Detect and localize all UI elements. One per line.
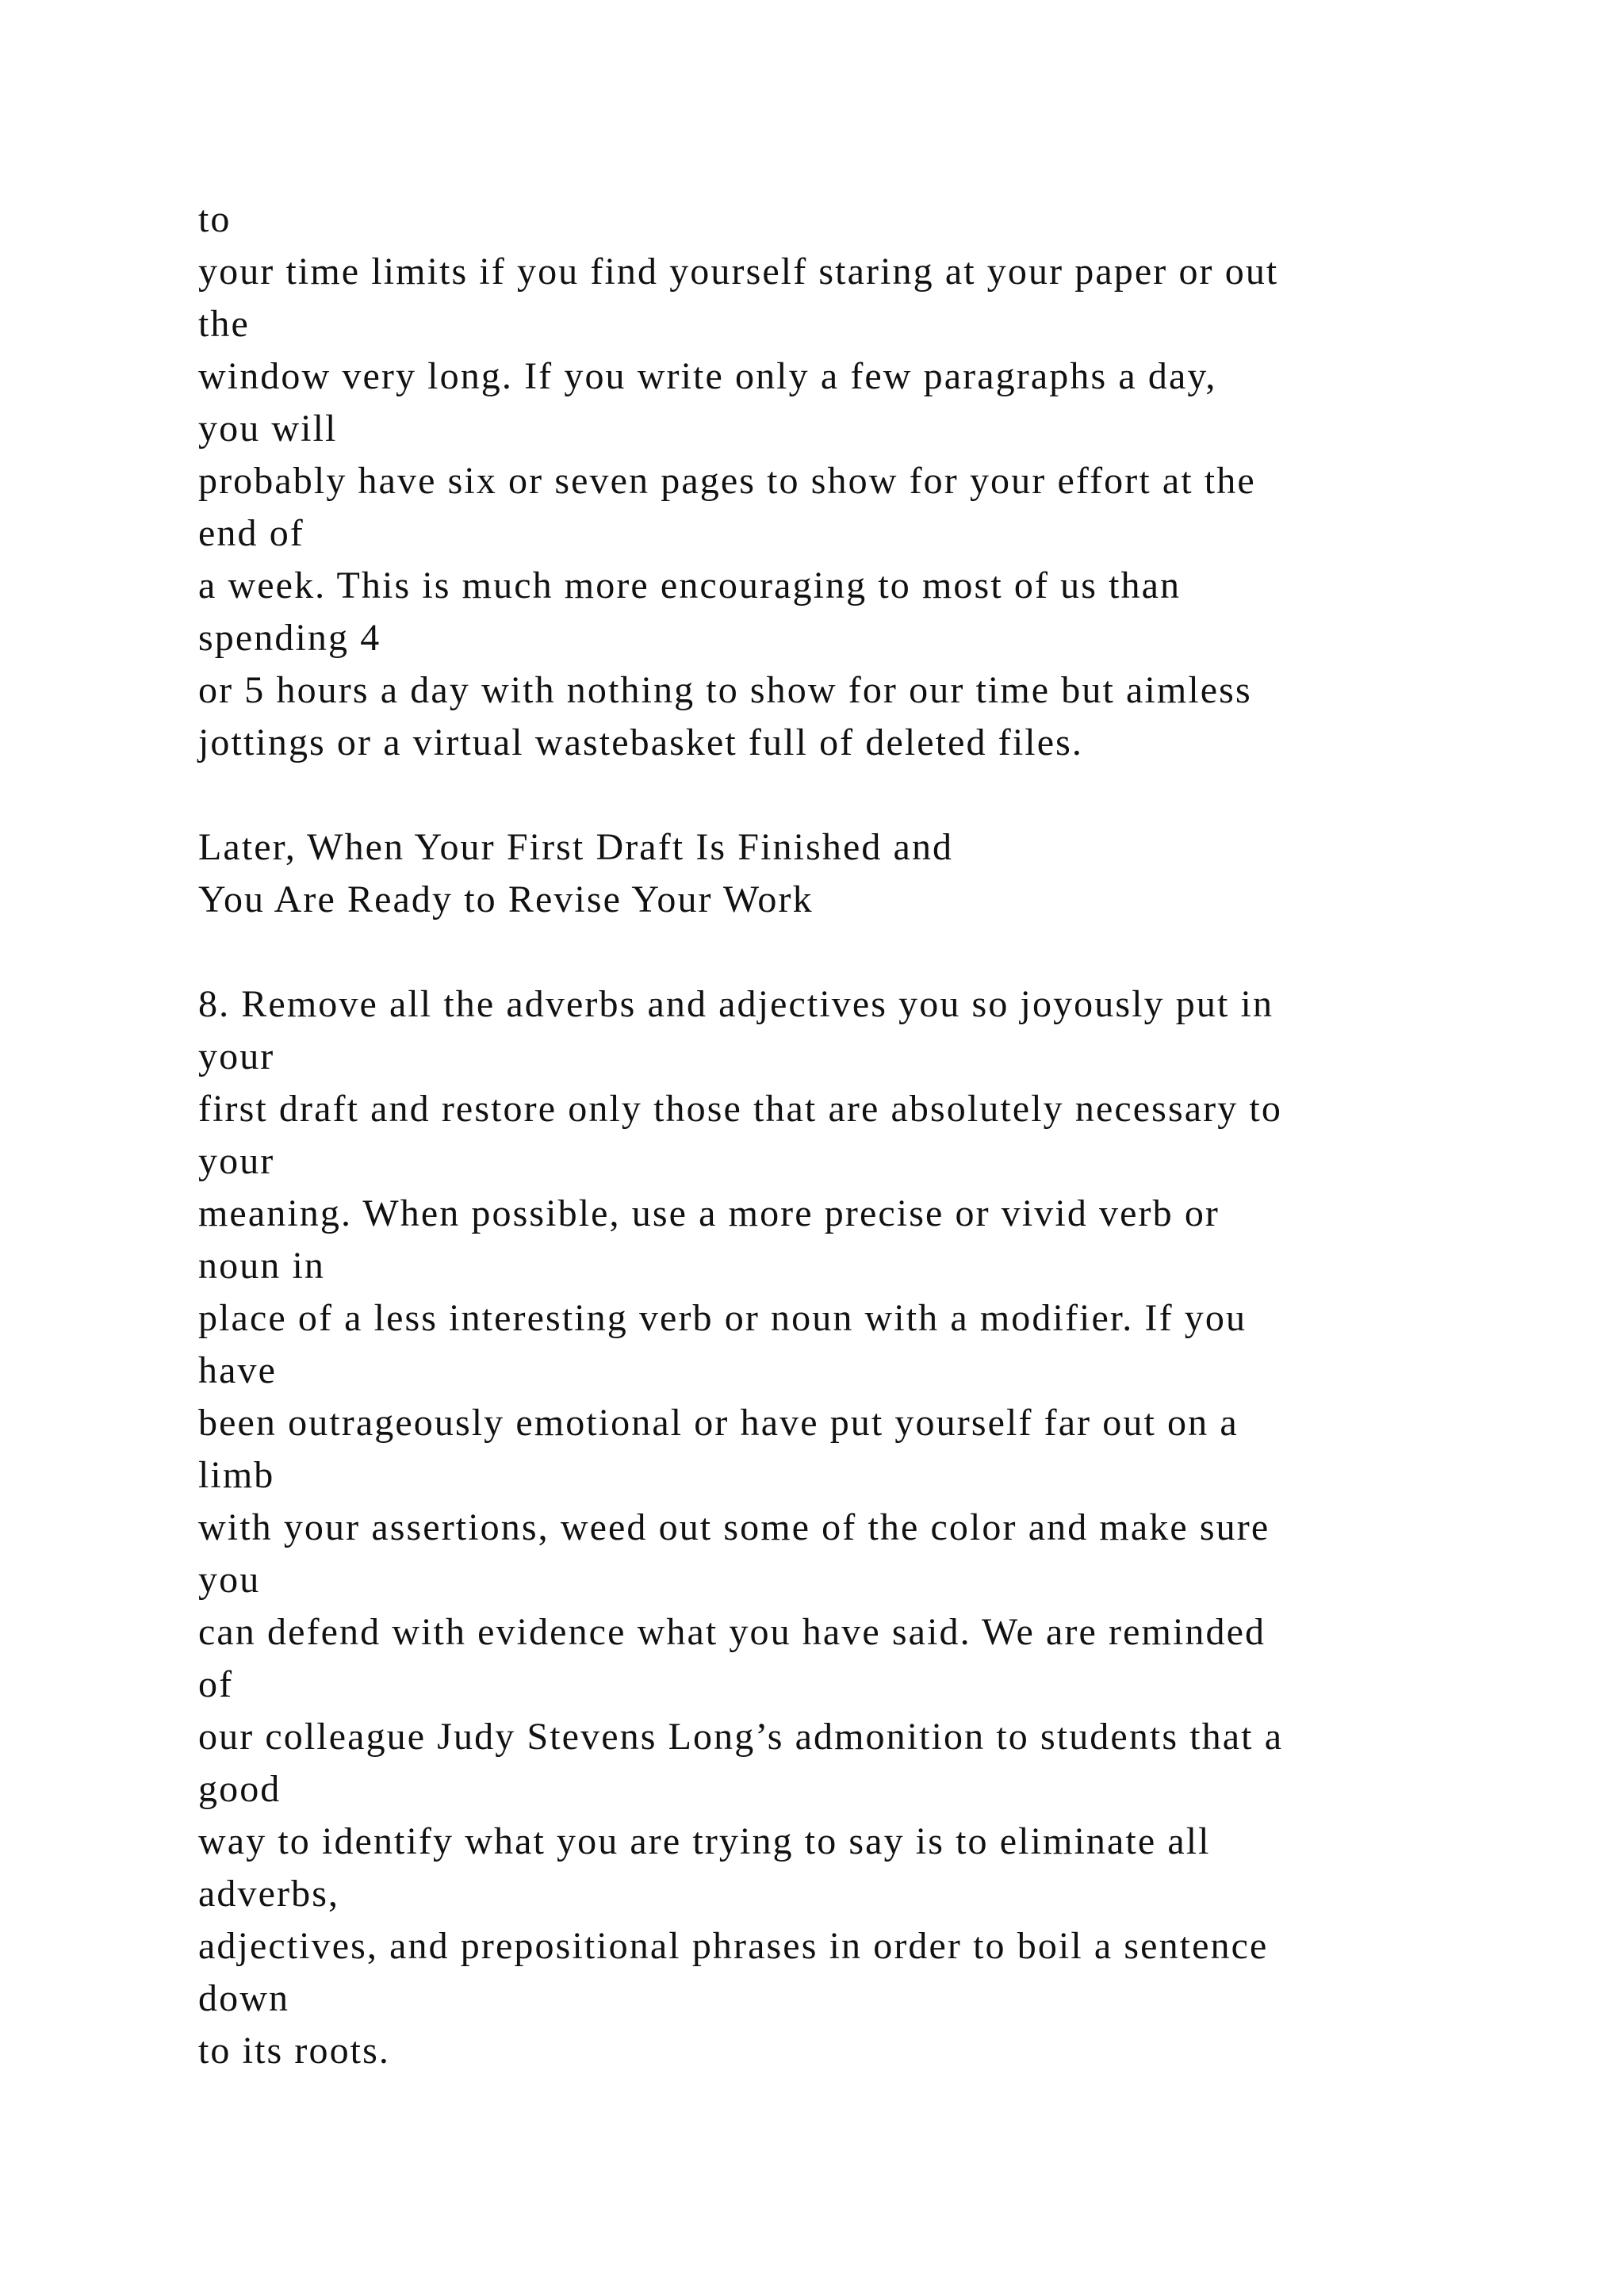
text-line: adjectives, and prepositional phrases in order to boil a sentence [198,1925,1269,1967]
blank-line [198,926,1546,978]
text-line: noun in [198,1245,326,1287]
text-line: a week. This is much more encouraging to most of us than [198,564,1182,607]
text-line: your [198,1035,275,1077]
text-line: the [198,303,250,345]
text-line: your time limits if you find yourself staring at your paper or out [198,251,1279,293]
text-line: place of a less interesting verb or noun with a modifier. If you [198,1297,1247,1339]
text-line: to [198,198,232,240]
text-line: you will [198,408,338,450]
text-line: way to identify what you are trying to say is to eliminate all [198,1820,1211,1862]
text-line: can defend with evidence what you have said. We are reminded [198,1611,1266,1653]
blank-line [198,769,1546,821]
text-line: first draft and restore only those that are absolutely necessary to [198,1088,1282,1130]
text-line: or 5 hours a day with nothing to show for our time but aimless [198,669,1252,711]
text-line: been outrageously emotional or have put yourself far out on a [198,1402,1239,1444]
text-line: meaning. When possible, use a more precise or vivid verb or [198,1192,1220,1234]
text-line: of [198,1663,234,1705]
section-heading-line: You Are Ready to Revise Your Work [198,878,814,920]
text-line: you [198,1559,261,1601]
text-line: end of [198,512,304,554]
text-line: with your assertions, weed out some of the color and make sure [198,1506,1270,1548]
text-line: jottings or a virtual wastebasket full of deleted files. [198,721,1083,763]
text-line: to its roots. [198,2030,390,2072]
text-line: our colleague Judy Stevens Long’s admonition to students that a [198,1716,1284,1758]
text-line: 8. Remove all the adverbs and adjectives you so joyously put in [198,983,1274,1025]
text-line: probably have six or seven pages to show for your effort at the [198,460,1256,502]
text-line: down [198,1977,290,2019]
text-line: window very long. If you write only a few paragraphs a day, [198,355,1217,397]
text-line: your [198,1140,275,1182]
section-heading-line: Later, When Your First Draft Is Finished and [198,826,954,868]
text-line: have [198,1349,278,1391]
text-line: adverbs, [198,1873,340,1915]
text-line: limb [198,1454,275,1496]
text-line: good [198,1768,282,1810]
body-text [198,193,1546,2077]
text-line: spending 4 [198,617,381,659]
